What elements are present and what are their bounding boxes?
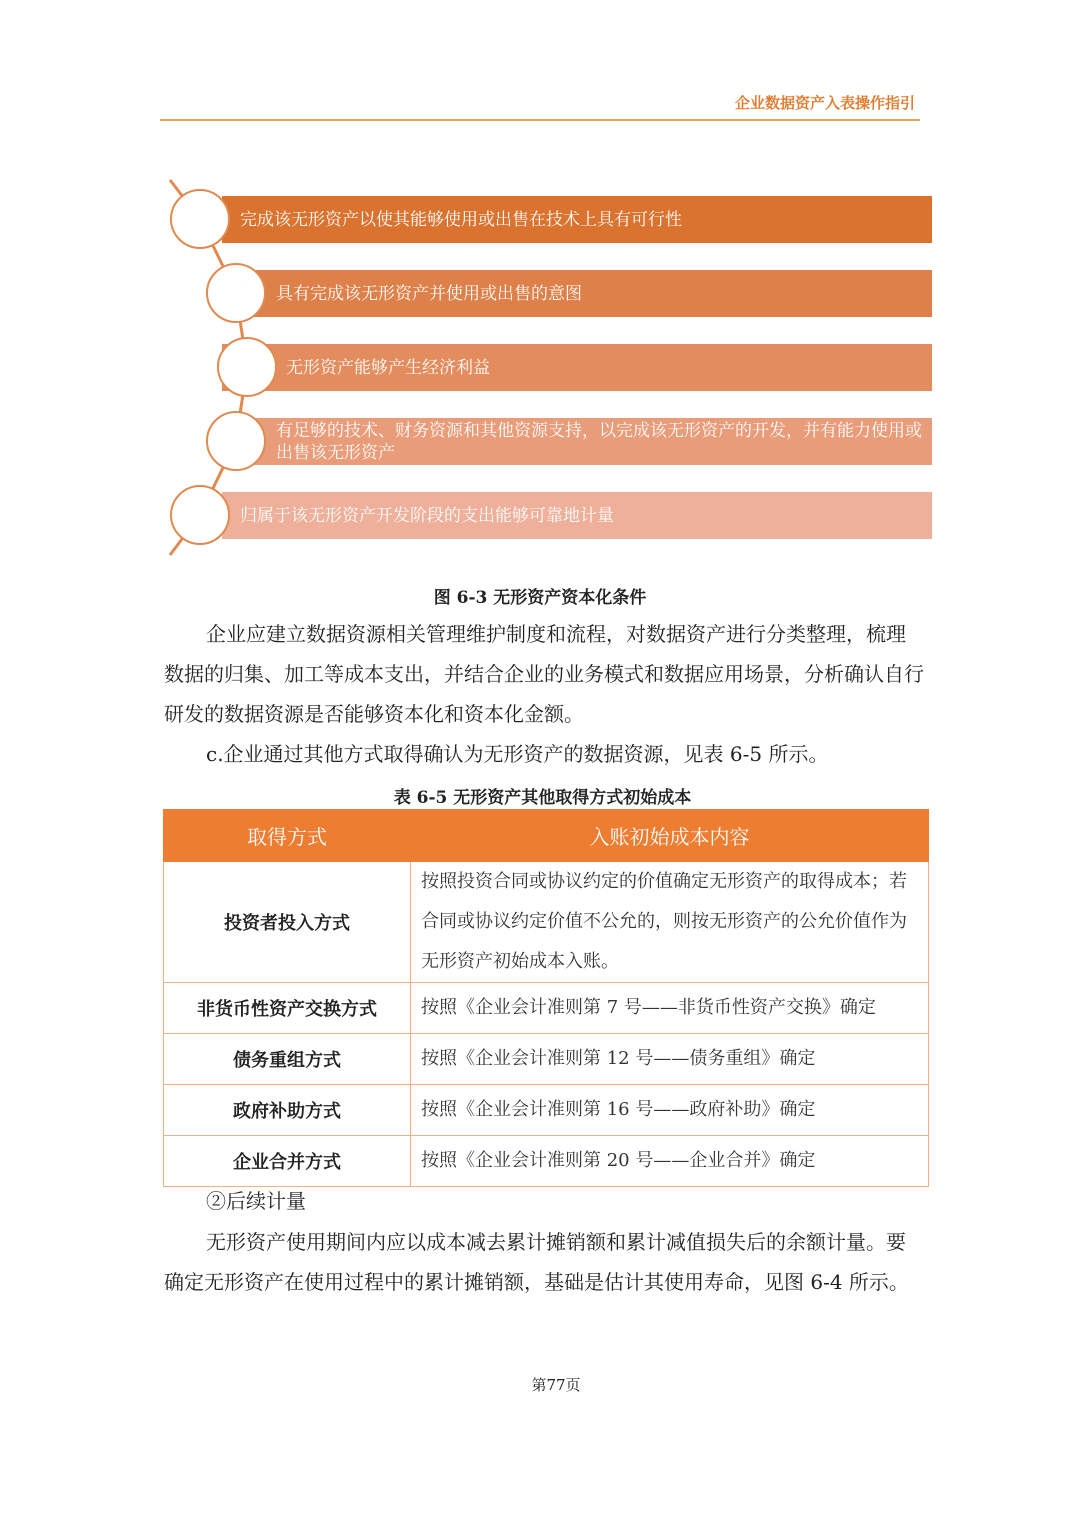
diagram-circle [206,263,266,323]
paragraph: 企业应建立数据资源相关管理维护制度和流程，对数据资产进行分类整理，梳理数据的归集、加工等成本支出，并结合企业的业务模式和数据应用场景，分析确认自行研发的数据资源是否能够资本化和资本化金额。 [164,622,924,726]
page-number: 第77页 [531,1376,581,1394]
acquisition-cost-table [163,809,929,1187]
table-row [164,1034,929,1085]
method-cell: 企业合并方式 [164,1136,411,1187]
table-row [164,1136,929,1187]
diagram-item-2: 具有完成该无形资产并使用或出售的意图 [222,270,932,317]
figure-caption: 图 6-3 无形资产资本化条件 [433,588,647,608]
method-cell: 投资者投入方式 [164,862,411,983]
method-cell: 政府补助方式 [164,1085,411,1136]
content-cell: 按照《企业会计准则第 20 号——企业合并》确定 [411,1136,929,1187]
diagram-circle [170,485,230,545]
subheading: ②后续计量 [206,1189,306,1213]
header-rule [160,119,920,121]
table-row [164,1085,929,1136]
diagram-item-5: 归属于该无形资产开发阶段的支出能够可靠地计量 [222,492,932,539]
diagram-item-4: 有足够的技术、财务资源和其他资源支持，以完成该无形资产的开发，并有能力使用或出售该无形资产 [222,418,932,465]
diagram-item-1: 完成该无形资产以使其能够使用或出售在技术上具有可行性 [222,196,932,243]
content-cell: 按照《企业会计准则第 16 号——政府补助》确定 [411,1085,929,1136]
running-header: 企业数据资产入表操作指引 [734,94,915,112]
content-cell: 按照投资合同或协议约定的价值确定无形资产的取得成本；若合同或协议约定价值不公允的，则按无形资产的公允价值作为无形资产初始成本入账。 [411,862,929,983]
method-cell: 非货币性资产交换方式 [164,983,411,1034]
diagram-circle [170,189,230,249]
diagram-circle [217,337,277,397]
column-header: 取得方式 [164,810,411,862]
content-cell: 按照《企业会计准则第 12 号——债务重组》确定 [411,1034,929,1085]
table-row [164,862,929,983]
content-cell: 按照《企业会计准则第 7 号——非货币性资产交换》确定 [411,983,929,1034]
paragraph: 无形资产使用期间内应以成本减去累计摊销额和累计减值损失后的余额计量。要确定无形资产在使用过程中的累计摊销额，基础是估计其使用寿命，见图 6-4 所示。 [164,1230,909,1294]
method-cell: 债务重组方式 [164,1034,411,1085]
table-title: 表 6-5 无形资产其他取得方式初始成本 [393,788,692,808]
diagram-item-3: 无形资产能够产生经济利益 [222,344,932,391]
paragraph: c.企业通过其他方式取得确认为无形资产的数据资源，见表 6-5 所示。 [206,742,829,766]
column-header: 入账初始成本内容 [411,810,929,862]
table-header-row [164,810,929,862]
table-row [164,983,929,1034]
diagram-circle [206,411,266,471]
